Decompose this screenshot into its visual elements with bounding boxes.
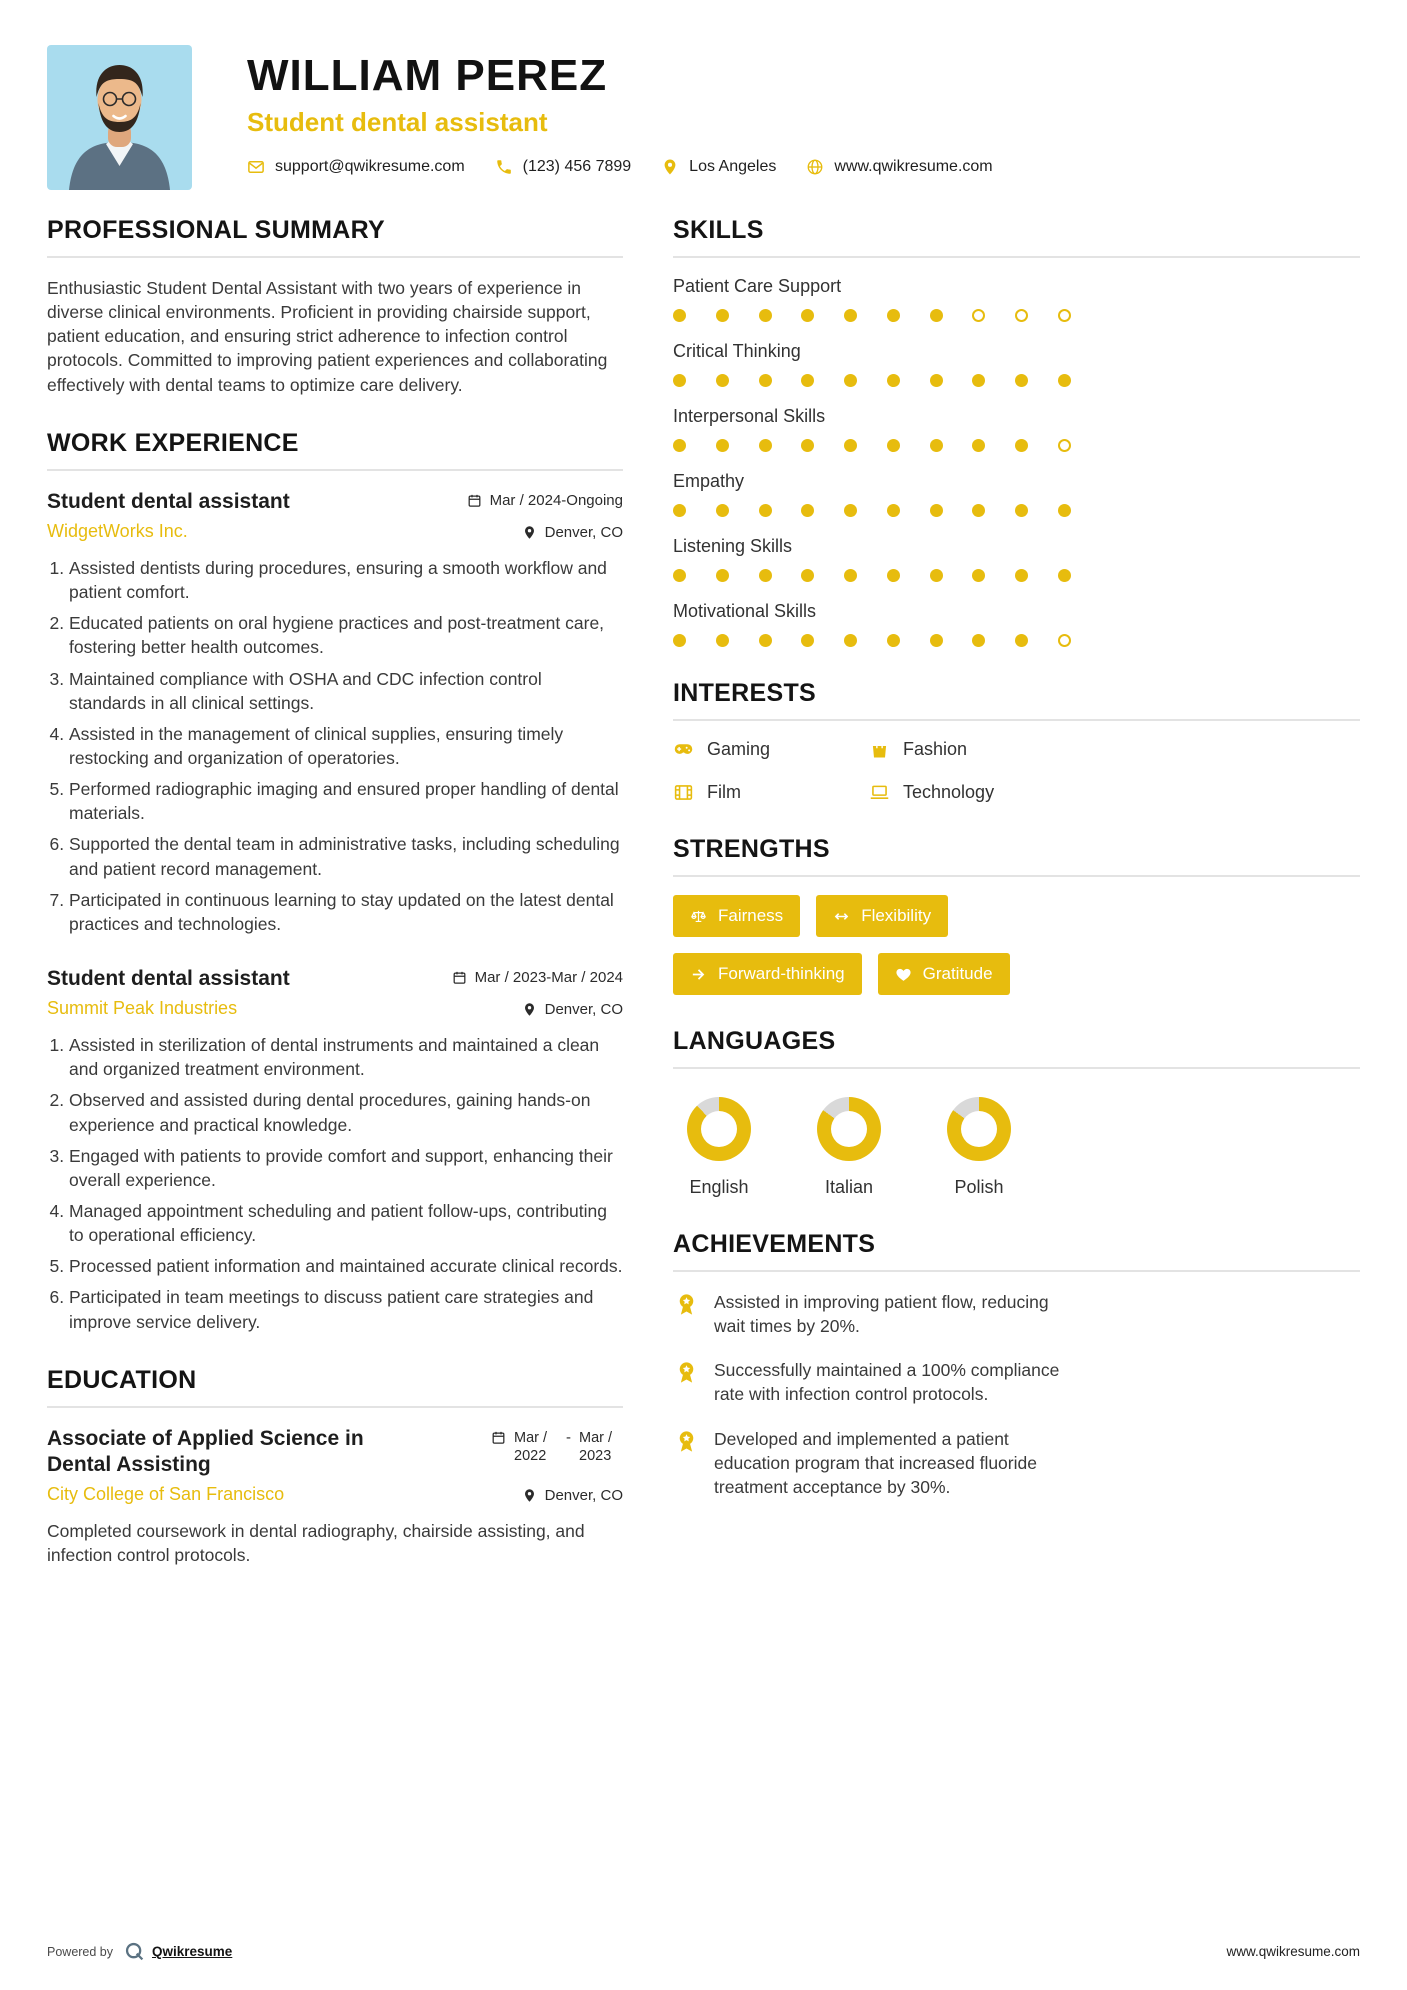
achievement-text: Successfully maintained a 100% compliance rate with infection control protocols. [714, 1360, 1060, 1405]
skill-name: Critical Thinking [673, 341, 801, 361]
skill-dot-filled [930, 634, 943, 647]
interests-heading: INTERESTS [673, 679, 1360, 721]
section-education [47, 1366, 623, 1568]
skill-dot-filled [972, 634, 985, 647]
section-work-experience [47, 429, 623, 1334]
summary-heading: PROFESSIONAL SUMMARY [47, 216, 623, 258]
job-bullet-list [69, 1033, 623, 1334]
location-pin-icon [522, 1488, 537, 1503]
skill-dot-filled [972, 504, 985, 517]
job-bullet: 7. Participated in continuous learning to stay updated on the latest dental practices and technologies. [69, 888, 623, 936]
education-school: City College of San Francisco [47, 1484, 285, 1505]
person-name: WILLIAM PEREZ [247, 51, 608, 100]
skill-dot-filled [1015, 634, 1028, 647]
job-list [47, 489, 623, 1334]
education-heading: EDUCATION [47, 1366, 623, 1408]
skill-dot-filled [716, 634, 729, 647]
location-pin-icon [661, 158, 679, 176]
skill-dot-filled [844, 374, 857, 387]
skill-dot-filled [844, 569, 857, 582]
skill-dot-filled [759, 309, 772, 322]
skill-dot-filled [930, 309, 943, 322]
education-date-end: Mar / 2023 [579, 1429, 613, 1464]
profile-photo-illustration [47, 45, 192, 190]
languages-heading: LANGUAGES [673, 1027, 1360, 1069]
education-degree: Associate of Applied Science in Dental Assisting [47, 1426, 364, 1476]
language-name: Italian [824, 1177, 874, 1197]
skill-name: Motivational Skills [673, 601, 817, 621]
skill-dot-filled [930, 439, 943, 452]
education-location-text: Denver, CO [544, 1487, 623, 1505]
skill-dots [673, 374, 1071, 387]
interest-item [673, 782, 869, 803]
skill-row [673, 536, 1360, 582]
header-info [247, 45, 993, 190]
language-name: English [689, 1177, 749, 1197]
achievements-heading: ACHIEVEMENTS [673, 1230, 1360, 1272]
content-columns [47, 216, 1360, 1941]
skill-dot-filled [759, 439, 772, 452]
work-heading: WORK EXPERIENCE [47, 429, 623, 471]
skill-dots [673, 634, 1071, 647]
skill-dot-filled [716, 309, 729, 322]
job-date-text: Mar / 2023-Mar / 2024 [474, 968, 623, 986]
skill-dot-filled [759, 374, 772, 387]
skill-dot-empty [1015, 309, 1028, 322]
section-professional-summary [47, 216, 623, 397]
skill-dot-filled [1015, 569, 1028, 582]
strength-label: Forward-thinking [718, 964, 845, 983]
contact-phone[interactable] [495, 158, 632, 176]
achievement-item [673, 1427, 1073, 1499]
job-bullet: 4. Managed appointment scheduling and patient follow-ups, contributing to operational efficiency. [69, 1199, 623, 1247]
phone-text: (123) 456 7899 [522, 158, 632, 175]
job-bullet: 3. Engaged with patients to provide comfort and support, enhancing their overall experience. [69, 1144, 623, 1192]
film-icon [673, 782, 694, 803]
skill-dot-filled [716, 439, 729, 452]
skill-dot-filled [887, 504, 900, 517]
language-item [687, 1097, 751, 1198]
skill-dot-filled [759, 569, 772, 582]
strength-label: Gratitude [922, 964, 993, 983]
job-date-text: Mar / 2024-Ongoing [489, 491, 623, 509]
education-date-start: Mar / 2022 [514, 1429, 548, 1464]
person-job-title: Student dental assistant [247, 107, 548, 137]
skill-dot-filled [673, 569, 686, 582]
skill-dot-filled [887, 374, 900, 387]
pin-icon [522, 525, 537, 540]
job-bullet: 2. Educated patients on oral hygiene practices and post-treatment care, fostering better health outcomes. [69, 611, 623, 659]
strengths-badges [673, 895, 1093, 995]
calendar-icon [452, 970, 467, 985]
job-location [522, 521, 623, 541]
calendar-icon [467, 493, 482, 508]
language-donut-chart [687, 1097, 751, 1161]
job-bullet: 6. Participated in team meetings to discuss patient care strategies and improve service delivery. [69, 1285, 623, 1333]
skill-dot-filled [972, 569, 985, 582]
skill-dot-filled [844, 504, 857, 517]
skills-heading: SKILLS [673, 216, 1360, 258]
language-donut-chart [947, 1097, 1011, 1161]
interest-item [869, 782, 1103, 803]
section-strengths [673, 835, 1360, 995]
skill-dot-empty [1058, 309, 1071, 322]
contact-row [247, 158, 993, 176]
strength-badge [878, 953, 1010, 995]
skill-row [673, 406, 1360, 452]
bag-icon [869, 739, 890, 760]
skill-dot-filled [1015, 374, 1028, 387]
skill-dot-filled [673, 504, 686, 517]
job-entry [47, 489, 623, 936]
skill-dot-filled [673, 634, 686, 647]
skill-name: Empathy [673, 471, 745, 491]
achievement-item [673, 1290, 1073, 1338]
job-bullet-list [69, 556, 623, 936]
skill-dot-filled [1058, 504, 1071, 517]
skill-dot-empty [1058, 634, 1071, 647]
award-icon [673, 1291, 700, 1318]
contact-location [661, 158, 776, 176]
job-bullet: 4. Assisted in the management of clinical supplies, ensuring timely restocking and organization of operatories. [69, 722, 623, 770]
education-entry [47, 1426, 623, 1568]
language-name: Polish [954, 1177, 1004, 1197]
job-location-text: Denver, CO [544, 1001, 623, 1019]
skill-row [673, 276, 1360, 322]
job-title: Student dental assistant [47, 489, 290, 513]
summary-text: Enthusiastic Student Dental Assistant with two years of experience in diverse clinical environments. Proficient in providing chairside support, patient education, and ensuring strict adherence to infection control protocols. Committed to improving patient experiences and collaborating effectively with dental teams to optimize care delivery. [47, 278, 608, 395]
education-location [522, 1484, 623, 1504]
strength-label: Flexibility [861, 906, 932, 925]
job-location [522, 998, 623, 1018]
skill-row [673, 471, 1360, 517]
footer [47, 1941, 1360, 1962]
skill-name: Interpersonal Skills [673, 406, 826, 426]
skill-dots [673, 309, 1071, 322]
pin-icon [522, 1002, 537, 1017]
arrows-lr-icon [833, 908, 850, 925]
skill-dot-filled [844, 309, 857, 322]
skill-row [673, 341, 1360, 387]
job-location-text: Denver, CO [544, 523, 623, 541]
skill-dots [673, 569, 1071, 582]
achievement-item [673, 1358, 1073, 1406]
skill-dot-filled [716, 569, 729, 582]
section-skills [673, 216, 1360, 647]
education-date [491, 1426, 623, 1465]
skill-dot-filled [801, 439, 814, 452]
strength-badge [673, 895, 800, 937]
strength-badge [816, 895, 948, 937]
skill-dot-filled [716, 374, 729, 387]
interest-label: Technology [903, 782, 995, 802]
globe-icon [806, 158, 824, 176]
skill-dot-filled [930, 374, 943, 387]
skill-dot-filled [759, 504, 772, 517]
skills-list [673, 276, 1360, 647]
strength-badge [673, 953, 862, 995]
interest-item [869, 739, 1103, 760]
skill-dot-filled [930, 504, 943, 517]
job-bullet: 5. Performed radiographic imaging and ensured proper handling of dental materials. [69, 777, 623, 825]
languages-list [673, 1087, 1360, 1198]
skill-dot-filled [801, 634, 814, 647]
skill-dot-filled [1015, 504, 1028, 517]
language-item [947, 1097, 1011, 1198]
footer-website[interactable]: www.qwikresume.com [1226, 1944, 1360, 1959]
left-column [47, 216, 623, 1600]
interest-label: Film [707, 782, 741, 802]
job-bullet: 2. Observed and assisted during dental procedures, gaining hands-on experience and practical knowledge. [69, 1088, 623, 1136]
skill-dot-filled [887, 309, 900, 322]
section-languages [673, 1027, 1360, 1198]
skill-dot-filled [673, 309, 686, 322]
job-bullet: 3. Maintained compliance with OSHA and CDC infection control standards in all clinical settings. [69, 667, 623, 715]
qwikresume-logo-icon [124, 1941, 145, 1962]
powered-by-label: Powered by [47, 1944, 114, 1959]
achievement-text: Developed and implemented a patient education program that increased fluoride treatment acceptance by 30%. [714, 1428, 1037, 1497]
interest-item [673, 739, 869, 760]
skill-dot-filled [1058, 569, 1071, 582]
skill-dot-empty [1058, 439, 1071, 452]
skill-dot-filled [716, 504, 729, 517]
skill-dot-filled [887, 439, 900, 452]
location-text: Los Angeles [689, 158, 777, 175]
job-title: Student dental assistant [47, 966, 290, 990]
achievements-list [673, 1290, 1360, 1499]
brand-name: Qwikresume [152, 1944, 233, 1959]
skill-dot-filled [759, 634, 772, 647]
interest-label: Gaming [707, 739, 771, 759]
arrow-right-icon [690, 966, 707, 983]
brand-link[interactable] [124, 1941, 232, 1962]
skill-dot-filled [972, 439, 985, 452]
contact-email[interactable] [247, 158, 465, 176]
skill-dot-filled [801, 569, 814, 582]
job-date [467, 489, 623, 509]
skill-row [673, 601, 1360, 647]
skill-dot-filled [801, 504, 814, 517]
right-column [673, 216, 1360, 1531]
header [47, 45, 1360, 190]
achievement-text: Assisted in improving patient flow, reducing wait times by 20%. [714, 1292, 1049, 1337]
skill-dot-filled [1015, 439, 1028, 452]
strengths-heading: STRENGTHS [673, 835, 1360, 877]
job-company: WidgetWorks Inc. [47, 520, 188, 541]
skill-dot-filled [930, 569, 943, 582]
contact-website[interactable] [806, 158, 992, 176]
email-icon [247, 158, 265, 176]
skill-dot-filled [801, 374, 814, 387]
heart-icon [895, 966, 912, 983]
phone-icon [495, 158, 513, 176]
skill-dot-filled [673, 439, 686, 452]
skill-dot-filled [844, 439, 857, 452]
job-bullet: 1. Assisted dentists during procedures, ensuring a smooth workflow and patient comfort. [69, 556, 623, 604]
skill-dots [673, 504, 1071, 517]
website-text: www.qwikresume.com [834, 158, 993, 175]
education-date-separator: - [566, 1428, 571, 1446]
interest-label: Fashion [903, 739, 968, 759]
section-achievements [673, 1230, 1360, 1499]
language-donut-chart [817, 1097, 881, 1161]
skill-dot-filled [887, 569, 900, 582]
skill-dot-filled [972, 374, 985, 387]
email-text: support@qwikresume.com [275, 158, 465, 175]
job-bullet: 1. Assisted in sterilization of dental instruments and maintained a clean and organized treatment environment. [69, 1033, 623, 1081]
skill-dot-filled [1058, 374, 1071, 387]
laptop-icon [869, 782, 890, 803]
profile-photo [47, 45, 192, 190]
calendar-icon [491, 1430, 506, 1445]
skill-dot-filled [844, 634, 857, 647]
language-item [817, 1097, 881, 1198]
job-date [452, 966, 623, 986]
skill-dot-filled [887, 634, 900, 647]
job-bullet: 6. Supported the dental team in administrative tasks, including scheduling and patient record management. [69, 832, 623, 880]
skill-dots [673, 439, 1071, 452]
award-icon [673, 1359, 700, 1386]
job-company: Summit Peak Industries [47, 998, 238, 1019]
section-interests [673, 679, 1360, 803]
job-entry [47, 966, 623, 1334]
scales-icon [690, 908, 707, 925]
skill-name: Patient Care Support [673, 276, 842, 296]
interests-grid [673, 739, 1103, 803]
skill-dot-filled [673, 374, 686, 387]
gamepad-icon [673, 739, 694, 760]
job-bullet: 5. Processed patient information and maintained accurate clinical records. [69, 1254, 623, 1278]
skill-dot-filled [801, 309, 814, 322]
award-icon [673, 1428, 700, 1455]
education-description: Completed coursework in dental radiography, chairside assisting, and infection control protocols. [47, 1521, 585, 1566]
skill-dot-empty [972, 309, 985, 322]
strength-label: Fairness [718, 906, 784, 925]
skill-name: Listening Skills [673, 536, 793, 556]
